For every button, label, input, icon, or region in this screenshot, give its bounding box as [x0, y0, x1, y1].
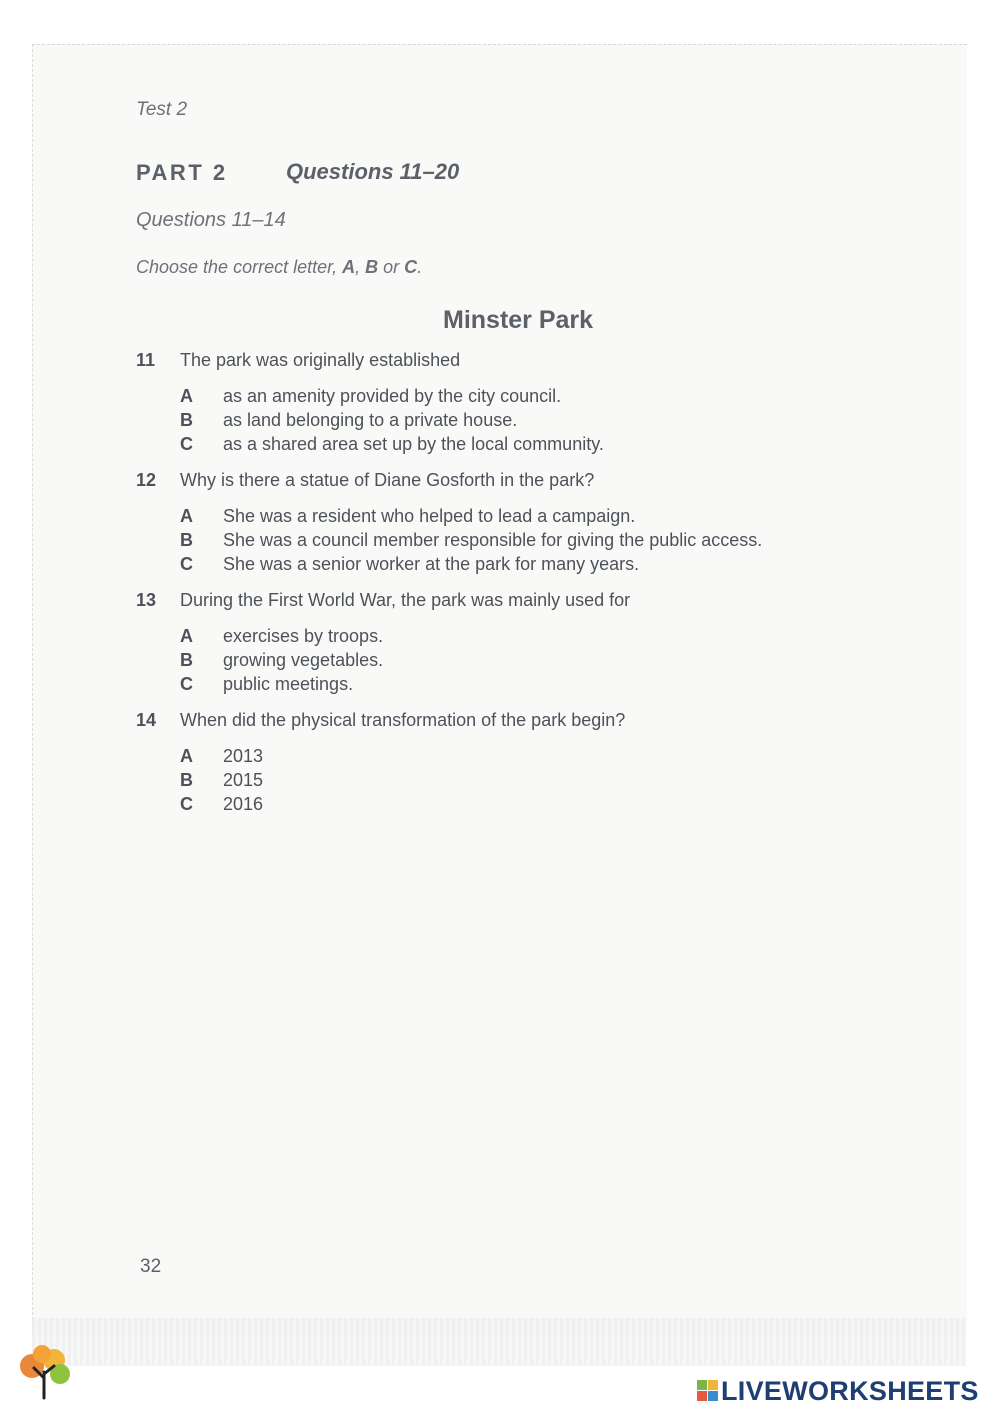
page-number: 32 — [140, 1256, 162, 1277]
option-letter: B — [180, 770, 193, 790]
page-title: Minster Park — [443, 306, 594, 334]
option-text: She was a resident who helped to lead a campaign. — [223, 506, 636, 526]
option-text: She was a senior worker at the park for many years. — [223, 554, 640, 574]
option-text: 2015 — [223, 770, 264, 790]
scan-bottom-strip — [32, 1318, 966, 1366]
question-number: 14 — [136, 710, 157, 730]
option-text: as land belonging to a private house. — [223, 410, 518, 430]
question-stem: Why is there a statue of Diane Gosforth in the park? — [180, 470, 595, 490]
questions-range: Questions 11–20 — [286, 159, 460, 184]
option-text: growing vegetables. — [223, 650, 384, 670]
question-stem: The park was originally established — [180, 350, 461, 370]
instruction: Choose the correct letter, A, B or C. — [136, 257, 423, 277]
brand-wordmark: LIVEWORKSHEETS — [721, 1376, 979, 1406]
option-letter: B — [180, 410, 193, 430]
question-number: 11 — [136, 350, 156, 370]
question-stem: During the First World War, the park was mainly used for — [180, 590, 631, 610]
option-letter: C — [180, 674, 193, 694]
option-text: as an amenity provided by the city council. — [223, 386, 562, 406]
option-letter: A — [180, 506, 193, 526]
option-letter: A — [180, 746, 193, 766]
brand-badge-icon — [697, 1380, 719, 1402]
option-letter: C — [180, 554, 193, 574]
option-letter: B — [180, 650, 193, 670]
option-letter: B — [180, 530, 193, 550]
option-text: 2016 — [223, 794, 264, 814]
worksheet-page — [32, 44, 967, 1335]
test-label: Test 2 — [136, 99, 188, 120]
section-subheading: Questions 11–14 — [136, 209, 286, 231]
option-text: She was a council member responsible for giving the public access. — [223, 530, 763, 550]
option-letter: C — [180, 434, 193, 454]
option-letter: A — [180, 386, 193, 406]
question-stem: When did the physical transformation of the park begin? — [180, 710, 626, 730]
option-text: 2013 — [223, 746, 264, 766]
option-letter: A — [180, 626, 193, 646]
question-number: 13 — [136, 590, 157, 610]
option-letter: C — [180, 794, 193, 814]
part-label: PART 2 — [136, 160, 228, 185]
tree-logo-icon — [14, 1338, 76, 1400]
option-text: exercises by troops. — [223, 626, 384, 646]
option-text: as a shared area set up by the local community. — [223, 434, 604, 454]
option-text: public meetings. — [223, 674, 354, 694]
question-number: 12 — [136, 470, 157, 490]
